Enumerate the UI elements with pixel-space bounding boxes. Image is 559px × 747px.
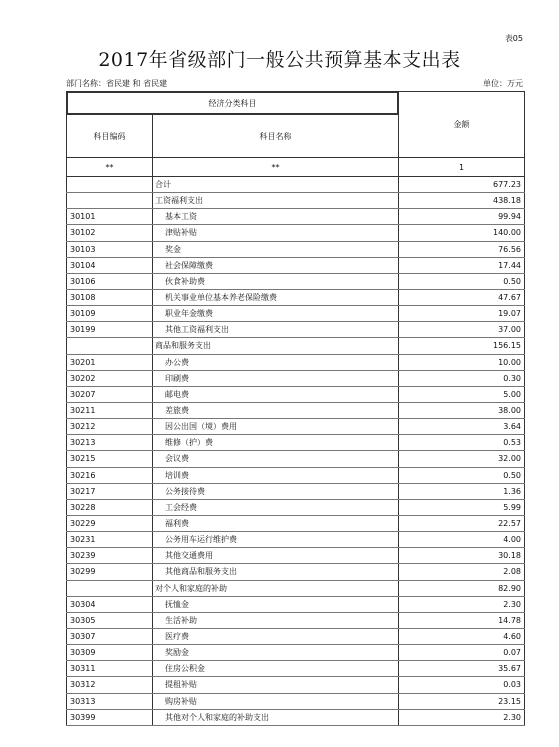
row-amount-cell: 1.36 (399, 483, 525, 499)
row-code-cell: 30211 (67, 402, 153, 418)
row-name-cell: 福利费 (153, 515, 399, 531)
row-name-cell: 其他商品和服务支出 (153, 564, 399, 580)
row-name-cell: 住房公积金 (153, 661, 399, 677)
department-name: 部门名称：省民建 和 省民建 (66, 79, 168, 88)
row-code-cell: 30217 (67, 483, 153, 499)
row-code-cell: 30108 (67, 289, 153, 305)
row-amount-cell: 4.60 (399, 628, 525, 644)
row-code-cell: 30102 (67, 225, 153, 241)
row-amount-cell: 0.53 (399, 435, 525, 451)
row-amount-cell: 38.00 (399, 402, 525, 418)
row-name-cell: 其他交通费用 (153, 548, 399, 564)
table-row (67, 709, 525, 725)
table-body (67, 177, 525, 726)
row-code-cell: 30216 (67, 467, 153, 483)
row-code-cell: 30207 (67, 386, 153, 402)
row-name-cell: 其他工资福利支出 (153, 322, 399, 338)
row-name-cell: 奖金 (153, 241, 399, 257)
table-row (67, 402, 525, 418)
row-code-cell (67, 338, 153, 354)
row-code-cell: 30202 (67, 370, 153, 386)
table-row (67, 177, 525, 193)
table-row (67, 451, 525, 467)
table-row (67, 596, 525, 612)
row-name-cell: 培训费 (153, 467, 399, 483)
row-code-cell: 30228 (67, 499, 153, 515)
row-amount-cell: 2.30 (399, 596, 525, 612)
row-code-cell: 30109 (67, 306, 153, 322)
row-code-cell: 30101 (67, 209, 153, 225)
row-code-cell: 30212 (67, 419, 153, 435)
subject-name-header: 科目名称 (153, 115, 399, 158)
row-name-cell: 购房补贴 (153, 693, 399, 709)
budget-table (66, 91, 525, 726)
row-code-cell: 30311 (67, 661, 153, 677)
row-name-cell: 会议费 (153, 451, 399, 467)
index-code-cell: ** (67, 158, 153, 177)
table-row (67, 532, 525, 548)
row-amount-cell: 82.90 (399, 580, 525, 596)
table-number: 表05 (504, 34, 523, 43)
row-amount-cell: 14.78 (399, 612, 525, 628)
row-name-cell: 生活补助 (153, 612, 399, 628)
unit-label: 单位：万元 (483, 79, 523, 88)
table-row (67, 612, 525, 628)
row-name-cell: 对个人和家庭的补助 (153, 580, 399, 596)
index-name-cell: ** (153, 158, 399, 177)
row-code-cell: 30213 (67, 435, 153, 451)
row-name-cell: 奖励金 (153, 645, 399, 661)
row-name-cell: 社会保障缴费 (153, 257, 399, 273)
row-amount-cell: 3.64 (399, 419, 525, 435)
table-row (67, 338, 525, 354)
row-code-cell: 30304 (67, 596, 153, 612)
table-row (67, 370, 525, 386)
row-code-cell: 30399 (67, 709, 153, 725)
row-code-cell: 30313 (67, 693, 153, 709)
table-row (67, 419, 525, 435)
row-amount-cell: 30.18 (399, 548, 525, 564)
row-code-cell: 30307 (67, 628, 153, 644)
row-amount-cell: 76.56 (399, 241, 525, 257)
row-amount-cell: 677.23 (399, 177, 525, 193)
row-code-cell: 30201 (67, 354, 153, 370)
row-code-cell (67, 193, 153, 209)
row-code-cell: 30299 (67, 564, 153, 580)
row-name-cell: 维修（护）费 (153, 435, 399, 451)
row-amount-cell: 19.07 (399, 306, 525, 322)
table-row (67, 693, 525, 709)
row-name-cell: 因公出国（境）费用 (153, 419, 399, 435)
row-amount-cell: 22.57 (399, 515, 525, 531)
row-amount-cell: 156.15 (399, 338, 525, 354)
table-row (67, 209, 525, 225)
row-code-cell: 30231 (67, 532, 153, 548)
table-row (67, 225, 525, 241)
table-row (67, 564, 525, 580)
row-amount-cell: 0.50 (399, 467, 525, 483)
row-name-cell: 差旅费 (153, 402, 399, 418)
row-code-cell: 30229 (67, 515, 153, 531)
row-name-cell: 商品和服务支出 (153, 338, 399, 354)
row-name-cell: 印刷费 (153, 370, 399, 386)
table-row (67, 273, 525, 289)
row-amount-cell: 35.67 (399, 661, 525, 677)
row-name-cell: 工会经费 (153, 499, 399, 515)
table-row (67, 241, 525, 257)
table-row (67, 580, 525, 596)
table-row (67, 193, 525, 209)
row-code-cell: 30309 (67, 645, 153, 661)
row-name-cell: 基本工资 (153, 209, 399, 225)
row-amount-cell: 32.00 (399, 451, 525, 467)
row-code-cell: 30239 (67, 548, 153, 564)
row-name-cell: 职业年金缴费 (153, 306, 399, 322)
amount-header: 金额 (399, 92, 525, 158)
table-row (67, 435, 525, 451)
table-row (67, 499, 525, 515)
table-header (67, 92, 525, 177)
row-code-cell: 30312 (67, 677, 153, 693)
row-name-cell: 伙食补助费 (153, 273, 399, 289)
table-row (67, 257, 525, 273)
table-row (67, 467, 525, 483)
row-amount-cell: 0.30 (399, 370, 525, 386)
row-amount-cell: 5.99 (399, 499, 525, 515)
subject-code-header: 科目编码 (67, 115, 153, 158)
row-amount-cell: 438.18 (399, 193, 525, 209)
row-code-cell: 30103 (67, 241, 153, 257)
row-amount-cell: 99.94 (399, 209, 525, 225)
row-name-cell: 邮电费 (153, 386, 399, 402)
row-code-cell (67, 580, 153, 596)
row-code-cell: 30199 (67, 322, 153, 338)
row-name-cell: 提租补贴 (153, 677, 399, 693)
table-row (67, 661, 525, 677)
table-row (67, 306, 525, 322)
row-amount-cell: 140.00 (399, 225, 525, 241)
row-amount-cell: 2.30 (399, 709, 525, 725)
row-name-cell: 抚恤金 (153, 596, 399, 612)
row-name-cell: 机关事业单位基本养老保险缴费 (153, 289, 399, 305)
row-name-cell: 其他对个人和家庭的补助支出 (153, 709, 399, 725)
row-name-cell: 公务用车运行维护费 (153, 532, 399, 548)
row-amount-cell: 0.07 (399, 645, 525, 661)
row-name-cell: 办公费 (153, 354, 399, 370)
row-amount-cell: 17.44 (399, 257, 525, 273)
economic-classification-header[interactable]: 经济分类科目 (67, 92, 399, 115)
row-amount-cell: 10.00 (399, 354, 525, 370)
table-row (67, 628, 525, 644)
row-amount-cell: 47.67 (399, 289, 525, 305)
row-amount-cell: 0.50 (399, 273, 525, 289)
row-code-cell: 30215 (67, 451, 153, 467)
row-name-cell: 工资福利支出 (153, 193, 399, 209)
table-row (67, 354, 525, 370)
table-row (67, 645, 525, 661)
row-name-cell: 津贴补贴 (153, 225, 399, 241)
table-row (67, 322, 525, 338)
table-row (67, 386, 525, 402)
row-name-cell: 公务接待费 (153, 483, 399, 499)
table-row (67, 483, 525, 499)
table-row (67, 289, 525, 305)
table-row (67, 548, 525, 564)
row-amount-cell: 4.00 (399, 532, 525, 548)
row-amount-cell: 37.00 (399, 322, 525, 338)
page-title: 2017年省级部门一般公共预算基本支出表 (98, 49, 461, 71)
row-amount-cell: 5.00 (399, 386, 525, 402)
row-amount-cell: 0.03 (399, 677, 525, 693)
table-row (67, 515, 525, 531)
row-code-cell (67, 177, 153, 193)
row-amount-cell: 2.08 (399, 564, 525, 580)
table-row (67, 677, 525, 693)
row-code-cell: 30305 (67, 612, 153, 628)
row-amount-cell: 23.15 (399, 693, 525, 709)
index-amount-cell: 1 (399, 158, 525, 177)
row-name-cell: 医疗费 (153, 628, 399, 644)
row-name-cell: 合计 (153, 177, 399, 193)
row-code-cell: 30106 (67, 273, 153, 289)
row-code-cell: 30104 (67, 257, 153, 273)
